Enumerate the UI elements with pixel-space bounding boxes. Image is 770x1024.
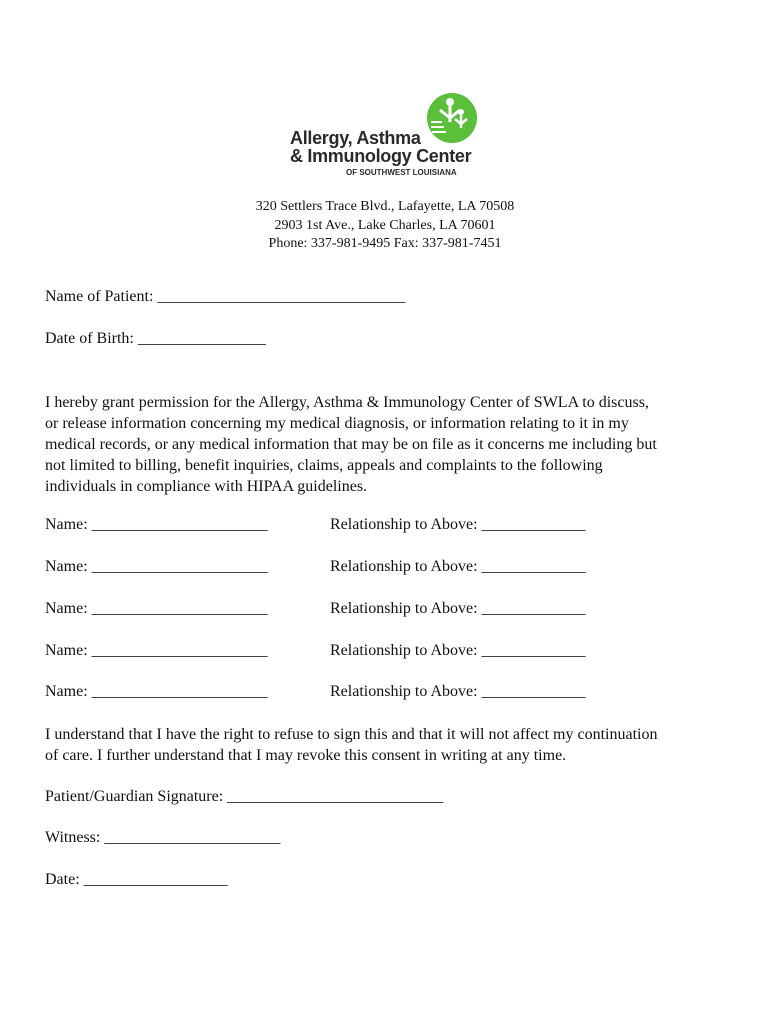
understanding-line: of care. I further understand that I may revoke this consent in writing at any time. [45, 747, 567, 764]
permission-line: I hereby grant permission for the Allergy, Asthma & Immunology Center of SWLA to discuss, [45, 394, 649, 411]
clinic-logo [290, 92, 480, 182]
understanding-line: I understand that I have the right to refuse to sign this and that it will not affect my continuation [45, 726, 658, 743]
date-field[interactable]: Date: __________________ [45, 871, 228, 888]
permission-line: not limited to billing, benefit inquiries, claims, appeals and complaints to the following [45, 457, 603, 474]
contact-name-field-1[interactable]: Name: ______________________ [45, 516, 268, 533]
contact-relationship-field-2[interactable]: Relationship to Above: _____________ [330, 558, 586, 575]
address-line-lafayette: 320 Settlers Trace Blvd., Lafayette, LA 70508 [255, 199, 515, 214]
date-of-birth-field[interactable]: Date of Birth: ________________ [45, 330, 266, 347]
permission-paragraph [45, 392, 735, 497]
address-line-phone-fax: Phone: 337-981-9495 Fax: 337-981-7451 [268, 236, 502, 251]
signature-field[interactable]: Patient/Guardian Signature: ___________________________ [45, 788, 444, 805]
contact-name-field-3[interactable]: Name: ______________________ [45, 600, 268, 617]
contact-relationship-field-3[interactable]: Relationship to Above: _____________ [330, 600, 586, 617]
permission-line: individuals in compliance with HIPAA guidelines. [45, 478, 368, 495]
clinic-address [0, 198, 770, 254]
contact-name-field-5[interactable]: Name: ______________________ [45, 683, 268, 700]
contact-name-field-4[interactable]: Name: ______________________ [45, 642, 268, 659]
permission-line: medical records, or any medical information that may be on file as it concerns me including but [45, 436, 657, 453]
patient-name-field[interactable]: Name of Patient: _______________________________ [45, 288, 406, 305]
clinic-logo-icon [426, 92, 478, 144]
address-line-lake-charles: 2903 1st Ave., Lake Charles, LA 70601 [274, 217, 496, 233]
contact-relationship-field-4[interactable]: Relationship to Above: _____________ [330, 642, 586, 659]
logo-text-line3: OF SOUTHWEST LOUISIANA [346, 168, 457, 177]
understanding-paragraph [45, 724, 735, 766]
contact-relationship-field-1[interactable]: Relationship to Above: _____________ [330, 516, 586, 533]
logo-text-line2: & Immunology Center [290, 146, 472, 166]
contact-relationship-field-5[interactable]: Relationship to Above: _____________ [330, 683, 586, 700]
contact-name-field-2[interactable]: Name: ______________________ [45, 558, 268, 575]
logo-text-line1: Allergy, Asthma [290, 128, 421, 148]
witness-field[interactable]: Witness: ______________________ [45, 829, 281, 846]
permission-line: or release information concerning my medical diagnosis, or information relating to it in my [45, 415, 629, 432]
